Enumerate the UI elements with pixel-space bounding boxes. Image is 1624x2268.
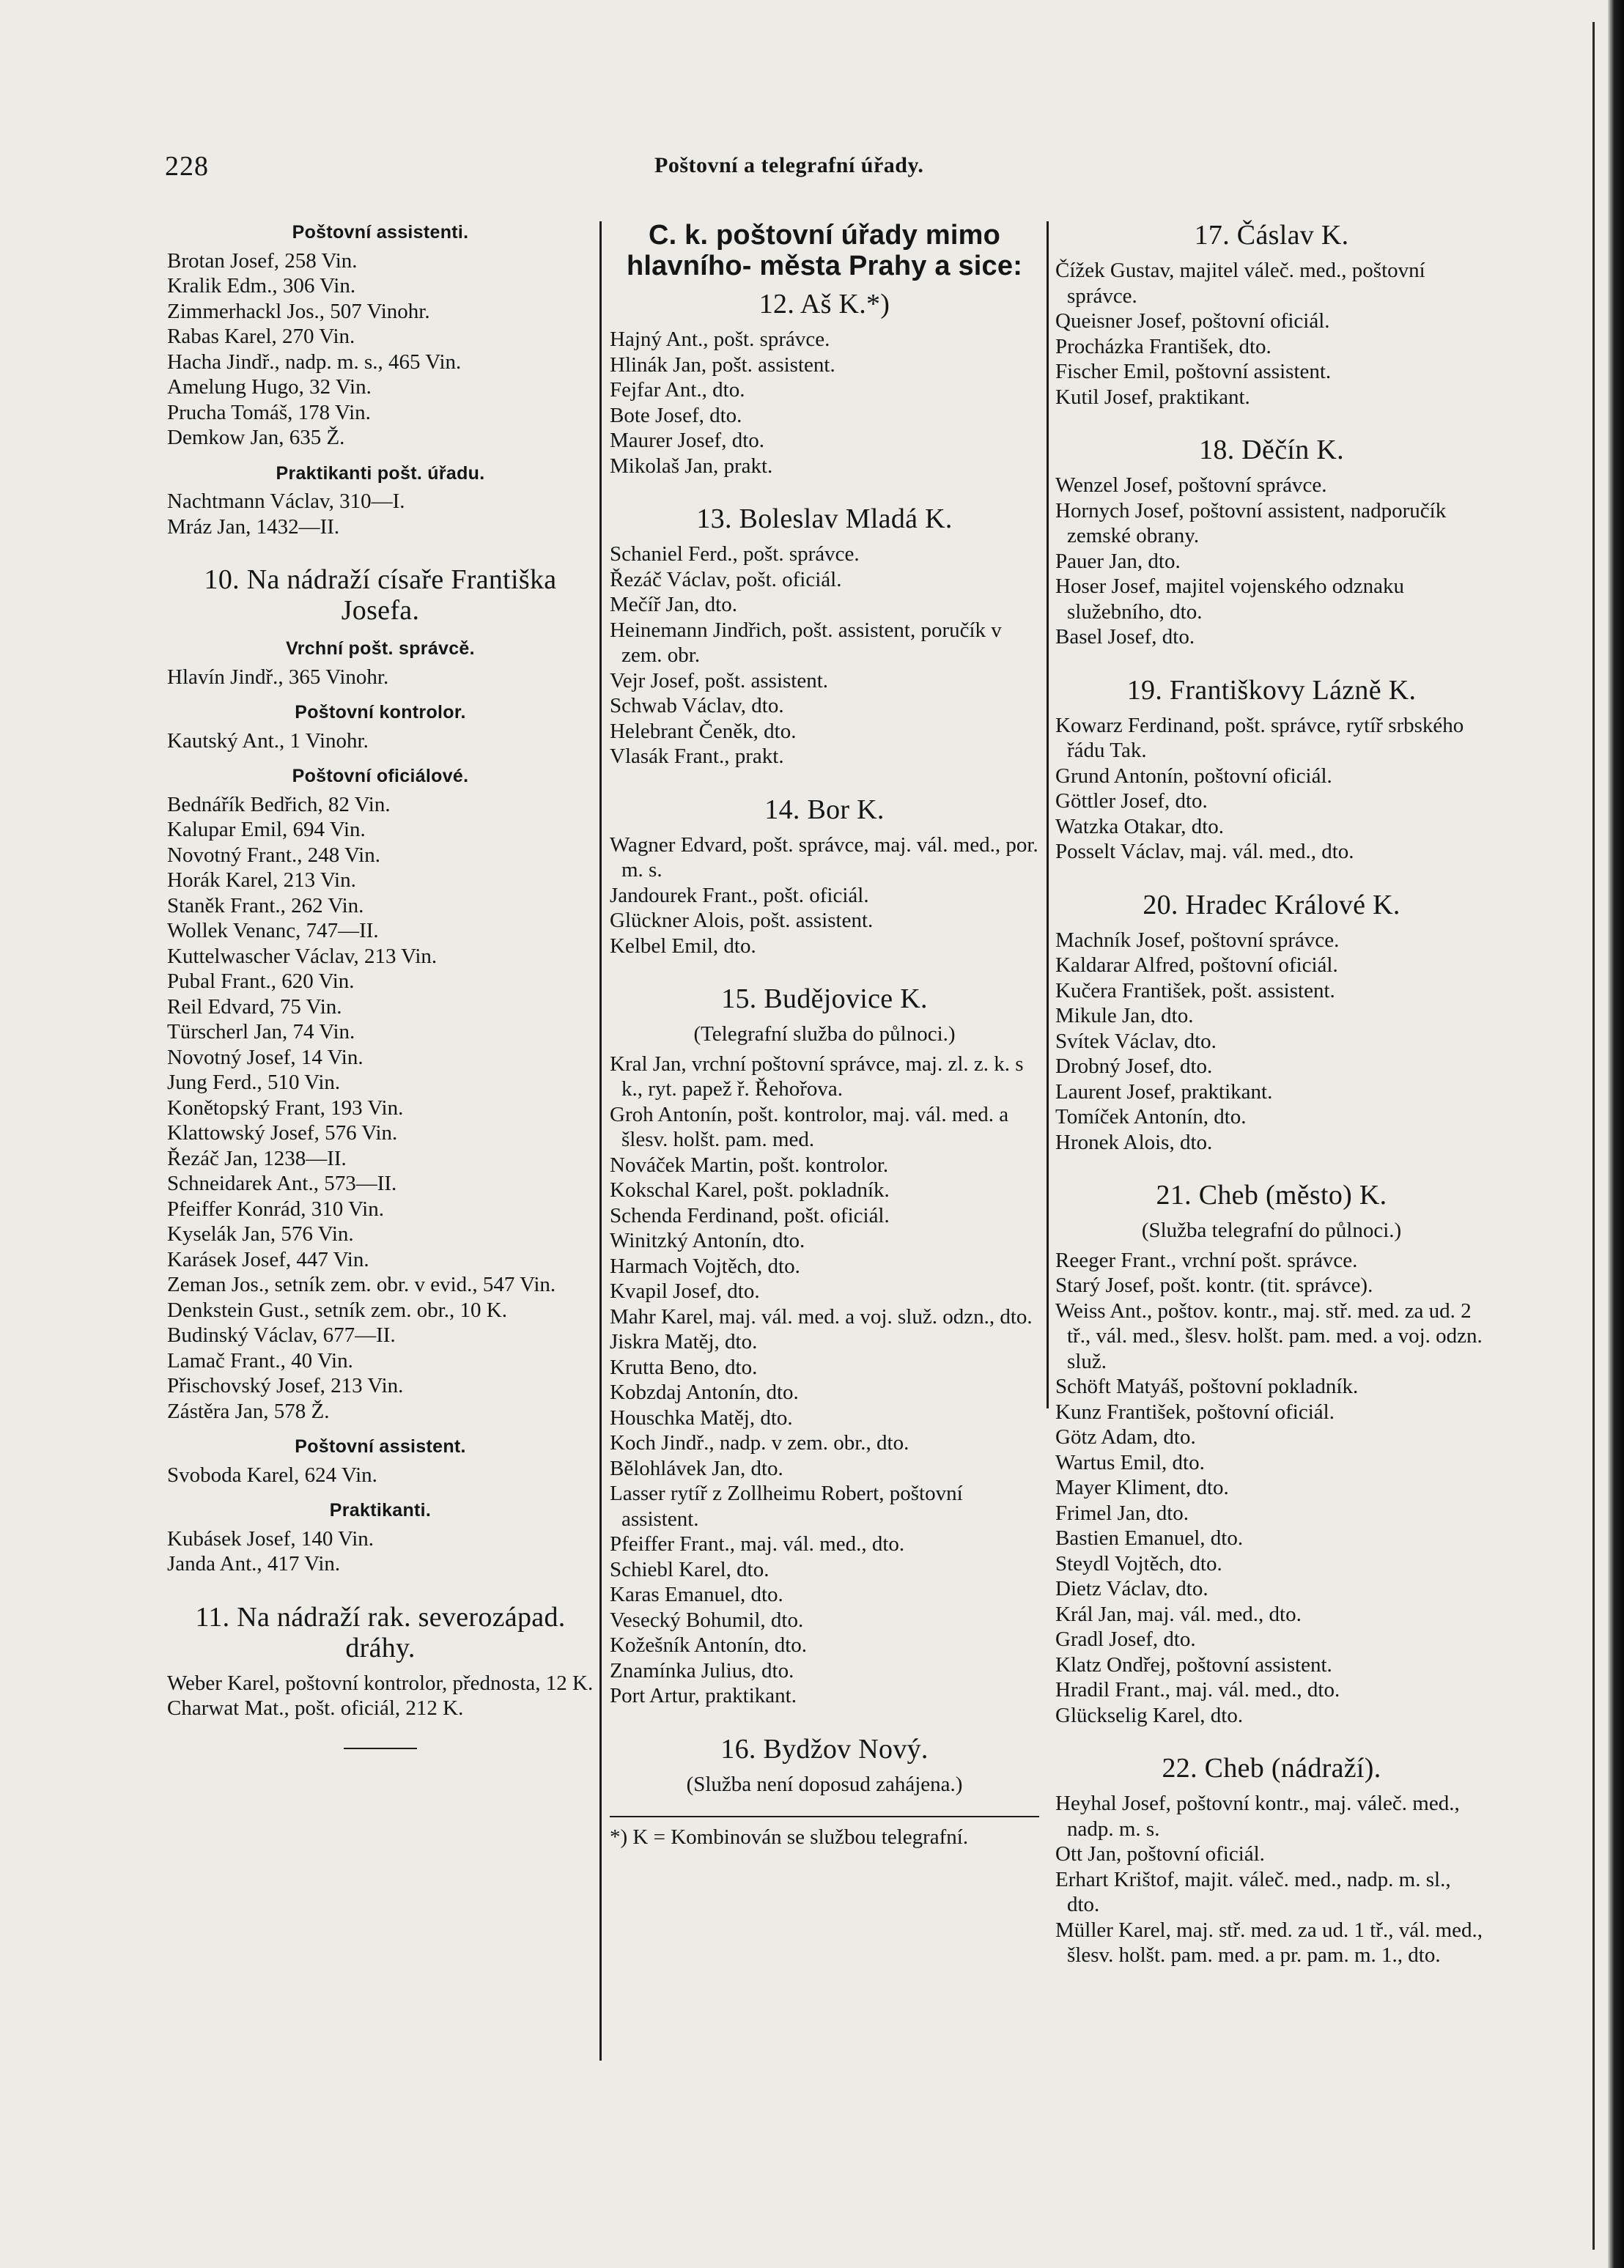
- section-heading: Poštovní assistenti.: [292, 222, 469, 243]
- office-heading: 19. Františkovy Lázně K.: [1126, 674, 1417, 706]
- list-item: Drobný Josef, dto.: [1055, 1054, 1213, 1078]
- list-item: Kobzdaj Antonín, dto.: [610, 1381, 799, 1404]
- entry-list: [1055, 258, 1488, 410]
- list-item: Starý Josef, pošt. kontr. (tit. správce).: [1055, 1274, 1373, 1297]
- entry-list: [1055, 928, 1488, 1156]
- list-item: Hlavín Jindř., 365 Vinohr.: [167, 665, 389, 689]
- list-item: Götz Adam, dto.: [1055, 1425, 1196, 1449]
- middle-column: [610, 220, 1039, 1850]
- office-note: (Telegrafní služba do půlnoci.): [693, 1022, 956, 1046]
- list-item: Vesecký Bohumil, dto.: [610, 1608, 804, 1632]
- list-item: Kalupar Emil, 694 Vin.: [167, 818, 366, 841]
- list-item: Mikule Jan, dto.: [1055, 1004, 1194, 1027]
- column-divider-right: [1047, 221, 1049, 1408]
- list-item: Hornych Josef, poštovní assistent, nadporučík zemské obrany.: [1055, 498, 1447, 547]
- office-heading: 10. Na nádraží císaře Františka Josefa.: [204, 564, 557, 626]
- list-item: Jandourek Frant., pošt. oficiál.: [610, 883, 869, 907]
- entry-list: [610, 1052, 1039, 1709]
- section-heading: Poštovní kontrolor.: [295, 702, 466, 723]
- list-item: Glückselig Karel, dto.: [1055, 1703, 1244, 1727]
- list-item: Queisner Josef, poštovní oficiál.: [1055, 309, 1330, 333]
- office-heading: 17. Čáslav K.: [1194, 220, 1349, 251]
- right-column: [1055, 220, 1488, 1968]
- list-item: Budinský Václav, 677—II.: [167, 1323, 396, 1347]
- entry-list: [1055, 473, 1488, 650]
- list-item: Laurent Josef, praktikant.: [1055, 1079, 1273, 1104]
- list-item: Bote Josef, dto.: [610, 403, 742, 427]
- list-item: Hlinák Jan, pošt. assistent.: [610, 352, 835, 377]
- page-header: [165, 150, 1044, 187]
- list-item: Novotný Frant., 248 Vin.: [167, 843, 380, 867]
- list-item: Zimmerhackl Jos., 507 Vinohr.: [167, 299, 430, 323]
- list-item: Fejfar Ant., dto.: [610, 378, 745, 402]
- list-item: Klatz Ondřej, poštovní assistent.: [1055, 1652, 1332, 1677]
- list-item: Horák Karel, 213 Vin.: [167, 868, 356, 892]
- list-item: Krutta Beno, dto.: [610, 1355, 758, 1379]
- list-item: Svoboda Karel, 624 Vin.: [167, 1463, 377, 1487]
- list-item: Kvapil Josef, dto.: [610, 1279, 760, 1303]
- list-item: Machník Josef, poštovní správce.: [1055, 928, 1340, 952]
- list-item: Kyselák Jan, 576 Vin.: [167, 1222, 354, 1246]
- list-item: Demkow Jan, 635 Ž.: [167, 426, 345, 449]
- office-heading: 18. Děčín K.: [1199, 435, 1344, 465]
- list-item: Janda Ant., 417 Vin.: [167, 1552, 341, 1576]
- list-item: Reil Edvard, 75 Vin.: [167, 994, 342, 1019]
- list-item: Staněk Frant., 262 Vin.: [167, 893, 364, 917]
- list-item: Fischer Emil, poštovní assistent.: [1055, 360, 1332, 383]
- list-item: Wenzel Josef, poštovní správce.: [1055, 473, 1327, 497]
- list-item: Pubal Frant., 620 Vin.: [167, 969, 355, 993]
- list-item: Prucha Tomáš, 178 Vin.: [167, 400, 371, 424]
- list-item: Charwat Mat., pošt. oficiál, 212 K.: [167, 1696, 464, 1720]
- list-item: Kutil Josef, praktikant.: [1055, 385, 1250, 409]
- page-border-line: [1592, 22, 1595, 2250]
- list-item: Posselt Václav, maj. vál. med., dto.: [1055, 840, 1354, 863]
- list-item: Schiebl Karel, dto.: [610, 1557, 769, 1581]
- list-item: Přischovský Josef, 213 Vin.: [167, 1374, 404, 1397]
- list-item: Kunz František, poštovní oficiál.: [1055, 1400, 1335, 1424]
- section-heading: Praktikanti pošt. úřadu.: [276, 462, 485, 484]
- list-item: Dietz Václav, dto.: [1055, 1577, 1208, 1600]
- list-item: Wagner Edvard, pošt. správce, maj. vál. med., por. m. s.: [610, 832, 1038, 882]
- list-item: Basel Josef, dto.: [1055, 625, 1195, 649]
- list-item: Jung Ferd., 510 Vin.: [167, 1071, 341, 1094]
- list-item: Kuttelwascher Václav, 213 Vin.: [167, 944, 438, 968]
- list-item: Schaniel Ferd., pošt. správce.: [610, 542, 860, 566]
- list-item: Bednářík Bedřich, 82 Vin.: [167, 792, 391, 816]
- list-item: Mráz Jan, 1432—II.: [167, 514, 340, 539]
- list-item: Kaldarar Alfred, poštovní oficiál.: [1055, 953, 1338, 977]
- list-item: Schneidarek Ant., 573—II.: [167, 1172, 397, 1195]
- list-item: Bělohlávek Jan, dto.: [610, 1456, 783, 1480]
- list-item: Znamínka Julius, dto.: [610, 1658, 794, 1682]
- office-note: (Služba není doposud zahájena.): [686, 1772, 963, 1796]
- list-item: Göttler Josef, dto.: [1055, 789, 1208, 813]
- entry-list: [167, 1671, 594, 1721]
- list-item: Kral Jan, vrchní poštovní správce, maj. zl. z. k. s k., ryt. papež ř. Řehořova.: [610, 1052, 1024, 1101]
- list-item: Gradl Josef, dto.: [1055, 1628, 1196, 1651]
- entry-list: [167, 248, 594, 451]
- list-item: Harmach Vojtěch, dto.: [610, 1254, 800, 1278]
- list-item: Mečíř Jan, dto.: [610, 593, 737, 616]
- list-item: Erhart Krištof, majit. váleč. med., nadp. m. sl., dto.: [1055, 1867, 1451, 1916]
- list-item: Wollek Venanc, 747—II.: [167, 919, 379, 942]
- list-item: Denkstein Gust., setník zem. obr., 10 K.: [167, 1298, 507, 1322]
- entry-list: [610, 832, 1039, 959]
- list-item: Weber Karel, poštovní kontrolor, přednosta, 12 K.: [167, 1671, 594, 1695]
- list-item: Kokschal Karel, pošt. pokladník.: [610, 1178, 890, 1202]
- list-item: Schöft Matyáš, poštovní pokladník.: [1055, 1375, 1359, 1398]
- list-item: Grund Antonín, poštovní oficiál.: [1055, 764, 1332, 788]
- list-item: Reeger Frant., vrchní pošt. správce.: [1055, 1248, 1358, 1272]
- list-item: Lasser rytíř z Zollheimu Robert, poštovní assistent.: [610, 1482, 963, 1531]
- list-item: Řezáč Jan, 1238—II.: [167, 1146, 347, 1170]
- page-number: 228: [165, 151, 209, 182]
- list-item: Nachtmann Václav, 310—I.: [167, 490, 405, 513]
- list-item: Hacha Jindř., nadp. m. s., 465 Vin.: [167, 350, 462, 374]
- list-item: Konětopský Frant, 193 Vin.: [167, 1096, 404, 1120]
- entry-list: [167, 489, 594, 539]
- list-item: Kralik Edm., 306 Vin.: [167, 274, 356, 298]
- office-heading: 13. Boleslav Mladá K.: [696, 503, 953, 534]
- list-item: Mayer Kliment, dto.: [1055, 1476, 1229, 1499]
- list-item: Türscherl Jan, 74 Vin.: [167, 1020, 355, 1043]
- section-heading: Praktikanti.: [329, 1500, 432, 1521]
- list-item: Král Jan, maj. vál. med., dto.: [1055, 1602, 1302, 1626]
- entry-list: [167, 792, 594, 1425]
- list-item: Lamač Frant., 40 Vin.: [167, 1348, 353, 1373]
- list-item: Svítek Václav, dto.: [1055, 1029, 1217, 1053]
- list-item: Mikolaš Jan, prakt.: [610, 454, 773, 478]
- office-heading: 16. Bydžov Nový.: [720, 1733, 929, 1765]
- list-item: Kautský Ant., 1 Vinohr.: [167, 728, 369, 753]
- section-heading: Vrchní pošt. správcě.: [286, 638, 475, 659]
- list-item: Pfeiffer Konrád, 310 Vin.: [167, 1197, 384, 1221]
- list-item: Klattowský Josef, 576 Vin.: [167, 1121, 398, 1145]
- list-item: Pauer Jan, dto.: [1055, 549, 1181, 573]
- list-item: Novotný Josef, 14 Vin.: [167, 1045, 363, 1069]
- list-item: Kučera František, pošt. assistent.: [1055, 978, 1335, 1002]
- entry-list: [610, 327, 1039, 479]
- list-item: Hajný Ant., pošt. správce.: [610, 328, 830, 351]
- entry-list: [610, 542, 1039, 769]
- list-item: Pfeiffer Frant., maj. vál. med., dto.: [610, 1532, 905, 1556]
- list-item: Wartus Emil, dto.: [1055, 1450, 1205, 1474]
- office-heading: 22. Cheb (nádraží).: [1162, 1753, 1381, 1784]
- office-heading: 15. Budějovice K.: [721, 983, 928, 1014]
- list-item: Amelung Hugo, 32 Vin.: [167, 375, 372, 399]
- list-item: Heyhal Josef, poštovní kontr., maj. váleč. med., nadp. m. s.: [1055, 1792, 1460, 1841]
- list-item: Kubásek Josef, 140 Vin.: [167, 1526, 374, 1551]
- list-item: Steydl Vojtěch, dto.: [1055, 1551, 1222, 1576]
- list-item: Müller Karel, maj. stř. med. za ud. 1 tř., vál. med., šlesv. holšt. pam. med. a pr. pam. m. 1., dto.: [1055, 1918, 1483, 1967]
- office-heading: 12. Aš K.*): [759, 289, 890, 319]
- list-item: Hronek Alois, dto.: [1055, 1130, 1213, 1154]
- left-column: [167, 220, 594, 1749]
- list-item: Hoser Josef, majitel vojenského odznaku služebního, dto.: [1055, 575, 1404, 624]
- page-edge: [1608, 0, 1624, 2268]
- list-item: Čížek Gustav, majitel váleč. med., poštovní správce.: [1055, 259, 1425, 308]
- footnote-rule: [610, 1816, 1039, 1817]
- list-item: Karas Emanuel, dto.: [610, 1583, 783, 1606]
- list-item: Procházka František, dto.: [1055, 334, 1271, 358]
- list-item: Houschka Matěj, dto.: [610, 1406, 793, 1430]
- entry-list: [167, 665, 594, 690]
- list-item: Bastien Emanuel, dto.: [1055, 1526, 1244, 1550]
- list-item: Ott Jan, poštovní oficiál.: [1055, 1842, 1265, 1866]
- list-item: Port Artur, praktikant.: [610, 1684, 797, 1707]
- list-item: Schwab Václav, dto.: [610, 694, 784, 717]
- list-item: Glückner Alois, pošt. assistent.: [610, 909, 874, 932]
- running-title: Poštovní a telegrafní úřady.: [654, 153, 924, 177]
- main-title: C. k. poštovní úřady mimo hlavního- města Prahy a sice:: [626, 220, 1023, 281]
- list-item: Brotan Josef, 258 Vin.: [167, 248, 358, 273]
- entry-list: [167, 1526, 594, 1577]
- section-heading: Poštovní assistent.: [295, 1436, 466, 1457]
- office-heading: 14. Bor K.: [764, 794, 885, 825]
- list-item: Zástěra Jan, 578 Ž.: [167, 1399, 330, 1423]
- list-item: Kožešník Antonín, dto.: [610, 1633, 808, 1657]
- list-item: Watzka Otakar, dto.: [1055, 814, 1225, 838]
- list-item: Karásek Josef, 447 Vin.: [167, 1247, 369, 1271]
- list-item: Vlasák Frant., prakt.: [610, 745, 784, 768]
- list-item: Řezáč Václav, pošt. oficiál.: [610, 567, 842, 591]
- list-item: Nováček Martin, pošt. kontrolor.: [610, 1153, 889, 1177]
- list-item: Mahr Karel, maj. vál. med. a voj. služ. odzn., dto.: [610, 1304, 1033, 1329]
- office-heading: 11. Na nádraží rak. severozápad. dráhy.: [195, 1601, 566, 1663]
- section-end-rule: [344, 1748, 417, 1749]
- entry-list: [167, 1463, 594, 1488]
- office-heading: 21. Cheb (město) K.: [1156, 1180, 1387, 1211]
- list-item: Kelbel Emil, dto.: [610, 934, 756, 958]
- list-item: Frimel Jan, dto.: [1055, 1501, 1189, 1525]
- column-divider-left: [599, 221, 602, 2061]
- list-item: Schenda Ferdinand, pošt. oficiál.: [610, 1203, 890, 1227]
- entry-list: [167, 728, 594, 754]
- list-item: Groh Antonín, pošt. kontrolor, maj. vál. med. a šlesv. holšt. pam. med.: [610, 1102, 1009, 1151]
- entry-list: [1055, 1791, 1488, 1968]
- footnote: *) K = Kombinován se službou telegrafní.: [610, 1825, 969, 1849]
- list-item: Rabas Karel, 270 Vin.: [167, 325, 355, 348]
- list-item: Kowarz Ferdinand, pošt. správce, rytíř srbského řádu Tak.: [1055, 713, 1464, 762]
- list-item: Zeman Jos., setník zem. obr. v evid., 547 Vin.: [167, 1273, 556, 1296]
- list-item: Tomíček Antonín, dto.: [1055, 1105, 1247, 1129]
- list-item: Winitzký Antonín, dto.: [610, 1229, 805, 1252]
- list-item: Jiskra Matěj, dto.: [610, 1330, 758, 1353]
- office-heading: 20. Hradec Králové K.: [1143, 889, 1400, 920]
- list-item: Weiss Ant., poštov. kontr., maj. stř. med. za ud. 2 tř., vál. med., šlesv. holšt. pam. med. a voj. odzn. služ.: [1055, 1299, 1483, 1373]
- office-note: (Služba telegrafní do půlnoci.): [1141, 1219, 1402, 1242]
- list-item: Koch Jindř., nadp. v zem. obr., dto.: [610, 1431, 909, 1455]
- section-heading: Poštovní oficiálové.: [292, 766, 469, 786]
- list-item: Heinemann Jindřich, pošt. assistent, poručík v zem. obr.: [610, 618, 1002, 667]
- list-item: Maurer Josef, dto.: [610, 429, 765, 452]
- list-item: Hradil Frant., maj. vál. med., dto.: [1055, 1678, 1340, 1702]
- list-item: Vejr Josef, pošt. assistent.: [610, 668, 829, 692]
- entry-list: [1055, 1248, 1488, 1729]
- list-item: Helebrant Čeněk, dto.: [610, 719, 797, 743]
- entry-list: [1055, 713, 1488, 865]
